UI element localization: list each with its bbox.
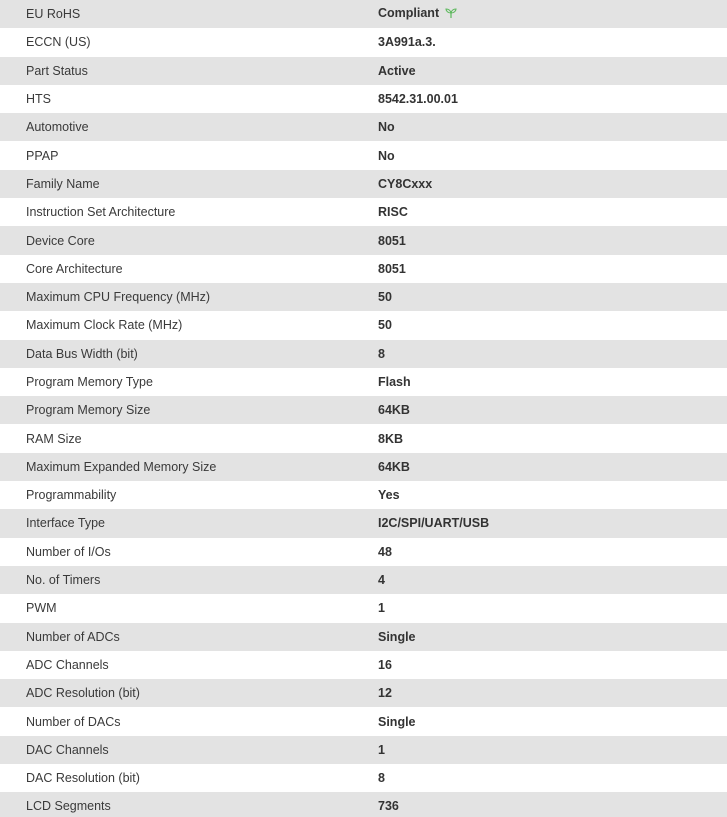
spec-label: Number of DACs [26,714,121,729]
spec-value: 64KB [378,459,410,474]
spec-value: 64KB [378,403,410,418]
spec-label: Number of ADCs [26,629,120,644]
table-row [0,736,727,764]
spec-value: 8 [378,771,385,786]
spec-value: 1 [378,742,385,757]
spec-value: Yes [378,488,400,503]
table-row [0,792,727,817]
spec-label: Maximum Clock Rate (MHz) [26,318,183,333]
table-row [0,594,727,622]
spec-value: I2C/SPI/UART/USB [378,516,490,531]
spec-value: 8051 [378,261,406,276]
spec-label: Program Memory Type [26,375,153,389]
spec-value: 50 [378,318,392,333]
table-row [0,623,727,651]
table-row [0,170,727,198]
spec-value: Single [378,629,416,644]
spec-label: No. of Timers [26,573,101,588]
spec-label: ECCN (US) [26,35,91,50]
spec-value: Single [378,714,416,729]
spec-label: Family Name [26,176,100,191]
table-row [0,0,727,28]
spec-value: RISC [378,205,408,220]
spec-label: Instruction Set Architecture [26,205,176,220]
table-row [0,764,727,792]
spec-label: ADC Channels [26,657,109,672]
spec-label: ADC Resolution (bit) [26,686,140,701]
spec-value: 8 [378,346,385,361]
table-row [0,85,727,113]
spec-value: 4 [378,573,385,588]
table-row [0,198,727,226]
spec-label: Part Status [26,63,88,78]
table-row [0,509,727,537]
spec-value: 8KB [378,431,404,446]
spec-value: No [378,148,395,163]
spec-label: EU RoHS [26,7,81,22]
table-row [0,57,727,85]
spec-label: Programmability [26,488,117,503]
spec-label: LCD Segments [26,799,111,814]
table-row [0,707,727,735]
table-row [0,538,727,566]
spec-value: 8051 [378,233,406,248]
spec-value: 8542.31.00.01 [378,92,458,107]
table-row [0,424,727,452]
spec-label: Program Memory Size [26,403,151,418]
spec-label: PPAP [26,148,59,163]
spec-value: 16 [378,657,392,672]
spec-label: Automotive [26,120,89,135]
spec-label: Interface Type [26,516,105,531]
table-row [0,141,727,169]
spec-value: 12 [378,686,392,701]
table-row [0,28,727,56]
spec-value: Flash [378,375,411,389]
spec-label: DAC Resolution (bit) [26,771,140,786]
spec-value: 736 [378,799,399,814]
spec-value: No [378,120,395,135]
spec-label: Device Core [26,233,95,248]
table-row [0,679,727,707]
table-row [0,368,727,396]
table-row [0,113,727,141]
table-row [0,566,727,594]
table-row [0,226,727,254]
table-row [0,651,727,679]
spec-label: Maximum Expanded Memory Size [26,459,217,474]
leaf-icon [445,8,457,22]
spec-value: 50 [378,290,392,305]
table-row [0,283,727,311]
table-row [0,340,727,368]
spec-value [378,0,727,28]
table-row [0,396,727,424]
spec-value: 3A991a.3. [378,35,436,50]
spec-label: RAM Size [26,431,82,446]
spec-value-text: Compliant [378,6,440,21]
table-row [0,255,727,283]
table-row [0,453,727,481]
spec-label: Data Bus Width (bit) [26,346,138,361]
spec-value: 48 [378,544,392,559]
spec-value: 1 [378,601,385,616]
spec-label: PWM [26,601,57,616]
spec-label: Core Architecture [26,261,123,276]
spec-value: CY8Cxxx [378,176,433,191]
spec-label: HTS [26,92,51,107]
table-row [0,481,727,509]
spec-label: Number of I/Os [26,544,111,559]
spec-label: Maximum CPU Frequency (MHz) [26,290,211,305]
table-row [0,311,727,339]
spec-value: Active [378,63,416,78]
spec-label: DAC Channels [26,742,109,757]
